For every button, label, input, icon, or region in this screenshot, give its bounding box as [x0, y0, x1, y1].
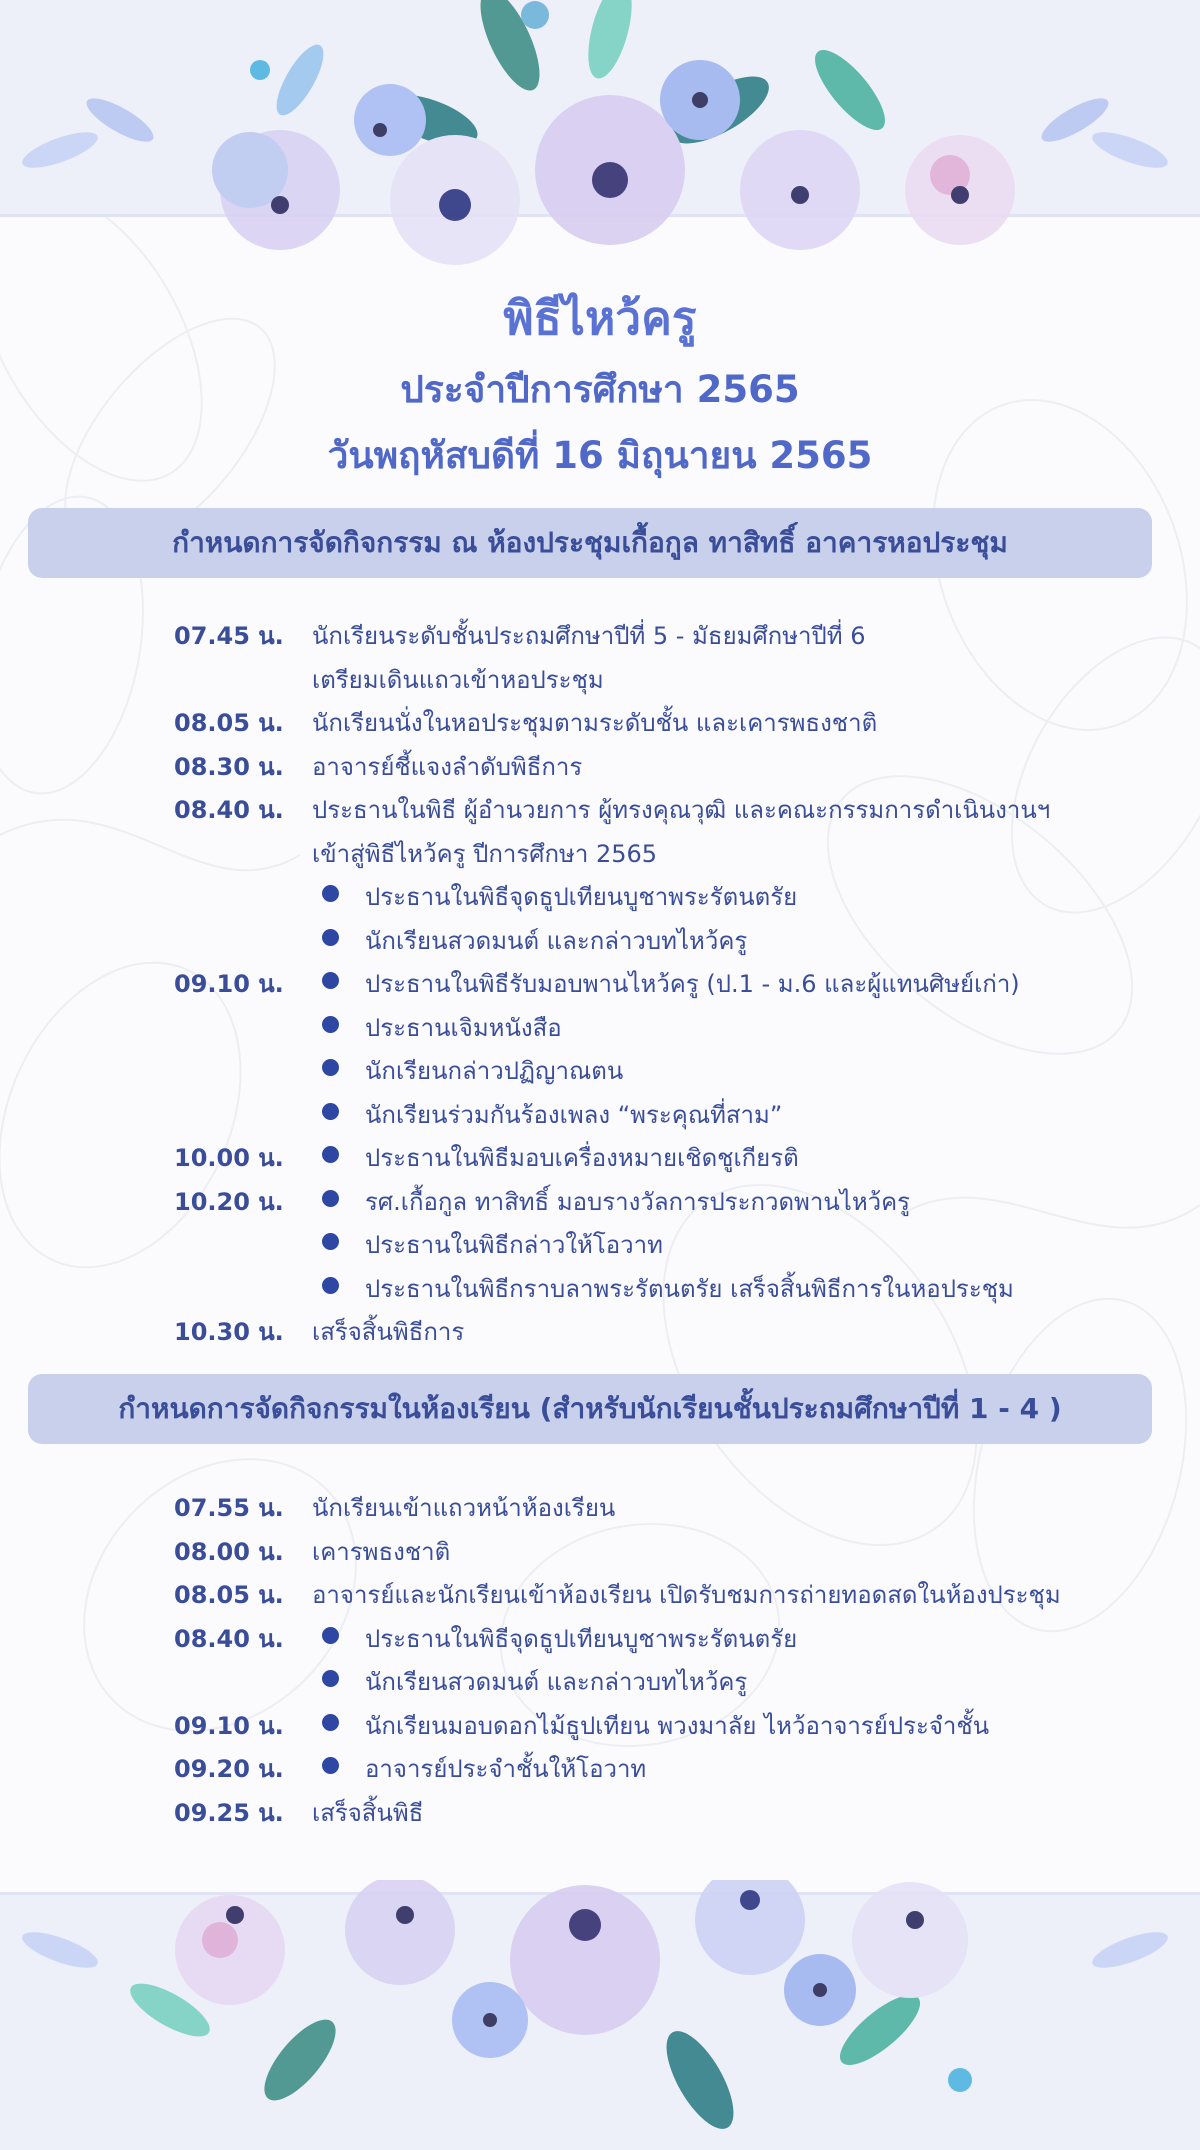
schedule-time: 10.00 น.: [174, 1144, 284, 1172]
section-heading-auditorium: กำหนดการจัดกิจกรรม ณ ห้องประชุมเกื้อกูล ทาสิทธิ์ อาคารหอประชุม: [28, 508, 1152, 578]
schedule-row: [0, 871, 1200, 915]
schedule-text: เคารพธงชาติ: [312, 1537, 451, 1566]
schedule-bullet-text: ประธานในพิธีจุดธูปเทียนบูชาพระรัตนตรัย: [365, 1624, 798, 1653]
bullet-icon: [322, 1757, 339, 1774]
schedule-row: [0, 1263, 1200, 1307]
schedule-bullet-text: ประธานในพิธีกราบลาพระรัตนตรัย เสร็จสิ้นพิธีการในหอประชุม: [365, 1274, 1014, 1303]
schedule-time: 08.05 น.: [174, 1581, 284, 1609]
schedule-text: ประธานในพิธี ผู้อำนวยการ ผู้ทรงคุณวุฒิ และคณะกรรมการดำเนินงานฯ: [312, 796, 1051, 824]
schedule-row: [0, 1306, 1200, 1350]
schedule-row: [0, 1176, 1200, 1220]
schedule-row: [0, 1569, 1200, 1613]
bullet-icon: [322, 1277, 339, 1294]
ceremony-date: วันพฤหัสบดีที่ 16 มิถุนายน 2565: [327, 434, 873, 477]
bullet-icon: [322, 1627, 339, 1644]
schedule-bullet-text: ประธานเจิมหนังสือ: [365, 1013, 562, 1042]
schedule-time: 08.05 น.: [174, 709, 284, 737]
schedule-time: 09.10 น.: [174, 1711, 284, 1740]
schedule-row: [0, 1656, 1200, 1700]
schedule-bullet-text: ประธานในพิธีมอบเครื่องหมายเชิดชูเกียรติ: [365, 1144, 799, 1172]
classroom-schedule: [0, 1482, 1200, 1830]
schedule-time: 09.10 น.: [174, 970, 284, 998]
schedule-bullet-text: ประธานในพิธีจุดธูปเทียนบูชาพระรัตนตรัย: [365, 883, 798, 911]
schedule-time: 07.45 น.: [174, 622, 284, 650]
auditorium-schedule: [0, 610, 1200, 1350]
schedule-text: เตรียมเดินแถวเข้าหอประชุม: [312, 665, 604, 694]
schedule-row: [0, 828, 1200, 872]
schedule-bullet-text: ประธานในพิธีรับมอบพานไหว้ครู (ป.1 - ม.6 และผู้แทนศิษย์เก่า): [365, 970, 1020, 998]
schedule-time: 10.20 น.: [174, 1187, 284, 1216]
schedule-text: เสร็จสิ้นพิธี: [312, 1798, 424, 1827]
ceremony-title: พิธีไหว้ครู: [503, 291, 697, 345]
bullet-icon: [322, 929, 339, 946]
schedule-row: [0, 610, 1200, 654]
bullet-icon: [322, 1016, 339, 1033]
bullet-icon: [322, 972, 339, 989]
schedule-time: 09.25 น.: [174, 1798, 284, 1827]
bullet-icon: [322, 1190, 339, 1207]
schedule-row: [0, 1482, 1200, 1526]
schedule-row: [0, 1002, 1200, 1046]
schedule-text: นักเรียนนั่งในหอประชุมตามระดับชั้น และเคารพธงชาติ: [312, 709, 878, 737]
schedule-time: 08.40 น.: [174, 1624, 284, 1653]
bullet-icon: [322, 1103, 339, 1120]
schedule-bullet-text: รศ.เกื้อกูล ทาสิทธิ์ มอบรางวัลการประกวดพานไหว้ครู: [365, 1187, 911, 1216]
bullet-icon: [322, 1670, 339, 1687]
schedule-row: [0, 1045, 1200, 1089]
schedule-bullet-text: นักเรียนสวดมนต์ และกล่าวบทไหว้ครู: [365, 926, 748, 955]
schedule-time: 09.20 น.: [174, 1755, 284, 1783]
schedule-text: เสร็จสิ้นพิธีการ: [312, 1318, 465, 1346]
schedule-row: [0, 1700, 1200, 1744]
schedule-text: อาจารย์ชี้แจงลำดับพิธีการ: [312, 752, 583, 781]
schedule-text: นักเรียนระดับชั้นประถมศึกษาปีที่ 5 - มัธยมศึกษาปีที่ 6: [312, 622, 866, 650]
schedule-bullet-text: นักเรียนมอบดอกไม้ธูปเทียน พวงมาลัย ไหว้อาจารย์ประจำชั้น: [365, 1711, 990, 1740]
schedule-row: [0, 1089, 1200, 1133]
bottom-floral-decoration: [0, 1880, 1200, 2150]
schedule-time: 08.00 น.: [174, 1537, 284, 1566]
bullet-icon: [322, 1146, 339, 1163]
schedule-bullet-text: นักเรียนกล่าวปฏิญาณตน: [365, 1057, 624, 1085]
schedule-time: 08.40 น.: [174, 796, 284, 824]
schedule-row: [0, 784, 1200, 828]
schedule-row: [0, 697, 1200, 741]
schedule-time: 07.55 น.: [174, 1494, 284, 1522]
schedule-row: [0, 958, 1200, 1002]
schedule-row: [0, 1526, 1200, 1570]
schedule-bullet-text: นักเรียนร่วมกันร้องเพลง “พระคุณที่สาม”: [365, 1100, 783, 1129]
schedule-row: [0, 654, 1200, 698]
bullet-icon: [322, 885, 339, 902]
section-heading-classroom: กำหนดการจัดกิจกรรมในห้องเรียน (สำหรับนักเรียนชั้นประถมศึกษาปีที่ 1 - 4 ): [28, 1374, 1152, 1444]
schedule-row: [0, 915, 1200, 959]
top-floral-decoration: [0, 0, 1200, 270]
schedule-row: [0, 1743, 1200, 1787]
schedule-bullet-text: อาจารย์ประจำชั้นให้โอวาท: [365, 1755, 647, 1783]
academic-year-subtitle: ประจำปีการศึกษา 2565: [400, 368, 800, 411]
schedule-row: [0, 1132, 1200, 1176]
schedule-text: เข้าสู่พิธีไหว้ครู ปีการศึกษา 2565: [312, 839, 658, 868]
schedule-row: [0, 741, 1200, 785]
schedule-row: [0, 1219, 1200, 1263]
schedule-time: 10.30 น.: [174, 1318, 284, 1346]
bullet-icon: [322, 1233, 339, 1250]
schedule-bullet-text: ประธานในพิธีกล่าวให้โอวาท: [365, 1231, 663, 1259]
schedule-row: [0, 1613, 1200, 1657]
schedule-text: นักเรียนเข้าแถวหน้าห้องเรียน: [312, 1494, 616, 1522]
bullet-icon: [322, 1714, 339, 1731]
schedule-bullet-text: นักเรียนสวดมนต์ และกล่าวบทไหว้ครู: [365, 1668, 748, 1696]
schedule-time: 08.30 น.: [174, 752, 284, 781]
bullet-icon: [322, 1059, 339, 1076]
schedule-text: อาจารย์และนักเรียนเข้าห้องเรียน เปิดรับชมการถ่ายทอดสดในห้องประชุม: [312, 1581, 1061, 1609]
schedule-row: [0, 1787, 1200, 1831]
